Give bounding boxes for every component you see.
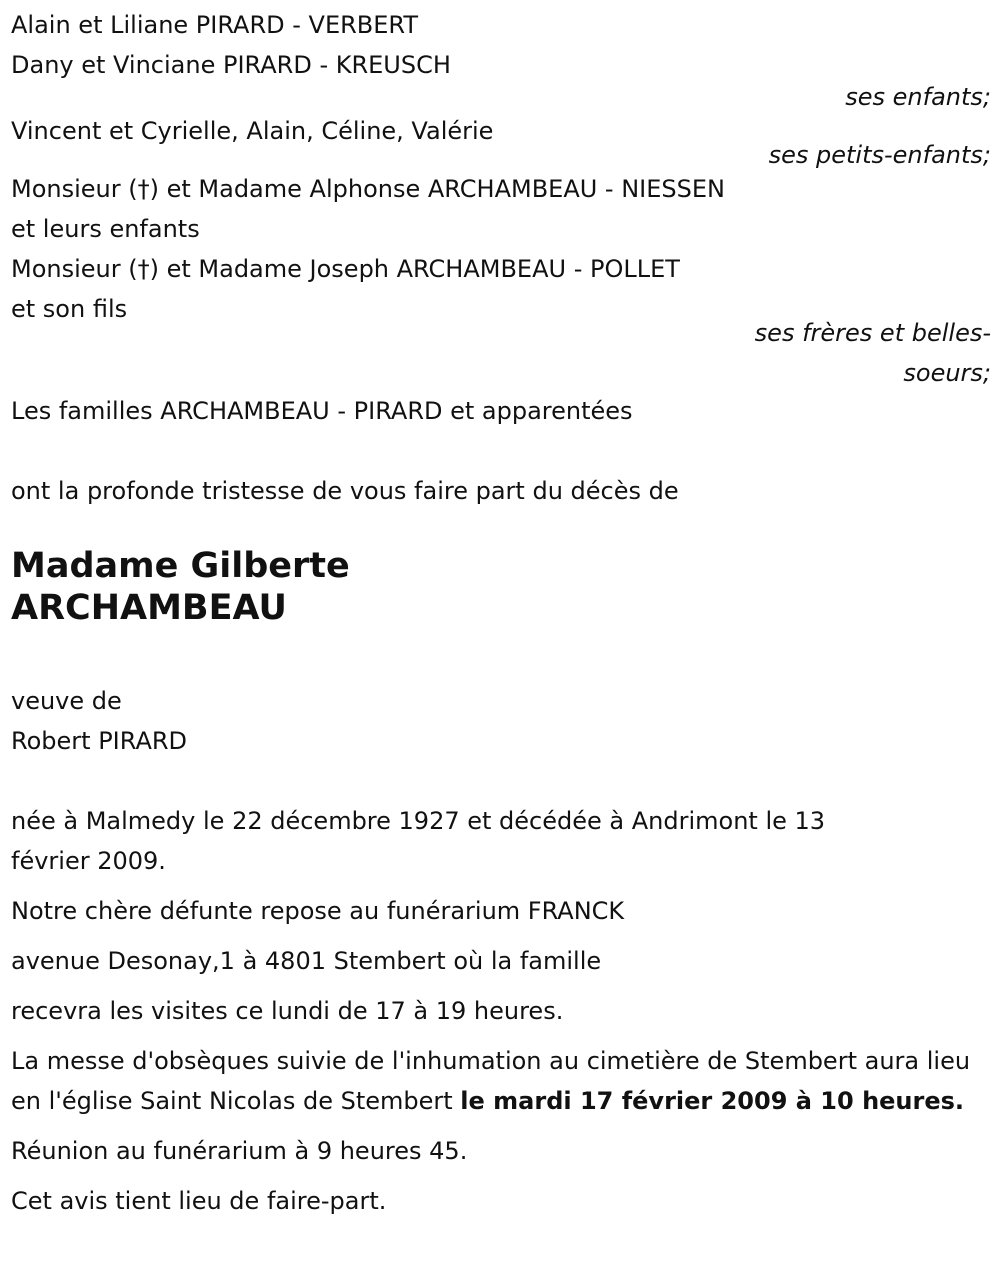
widow-label: veuve de [11,687,122,715]
obituary-notice [11,5,991,1231]
sibling-line-2: et leurs enfants [11,215,200,243]
meeting-time: Réunion au funérarium à 9 heures 45. [11,1137,468,1165]
siblings-label-line-2: soeurs; [903,359,991,387]
sibling-line-1: Monsieur (†) et Madame Alphonse ARCHAMBEAU - NIESSEN [11,175,725,203]
address: avenue Desonay,1 à 4801 Stembert où la famille [11,947,602,975]
announcement: ont la profonde tristesse de vous faire part du décès de [11,477,679,505]
siblings-label-line-1: ses frères et belles- [754,319,991,347]
child-family-1: Alain et Liliane PIRARD - VERBERT [11,11,419,39]
deceased-name [11,545,991,629]
child-family-2: Dany et Vinciane PIRARD - KREUSCH [11,51,451,79]
notice-text: Cet avis tient lieu de faire-part. [11,1187,387,1215]
children-label: ses enfants; [845,83,991,111]
grandchildren: Vincent et Cyrielle, Alain, Céline, Valérie [11,117,494,145]
deceased-name-line-2: ARCHAMBEAU [11,588,287,628]
grandchildren-label: ses petits-enfants; [768,141,991,169]
spouse-name: Robert PIRARD [11,727,188,755]
deceased-name-line-1: Madame Gilberte [11,546,350,586]
sibling-line-4: et son fils [11,295,128,323]
visiting-hours: recevra les visites ce lundi de 17 à 19 heures. [11,997,564,1025]
sibling-line-3: Monsieur (†) et Madame Joseph ARCHAMBEAU - POLLET [11,255,680,283]
resting-place: Notre chère défunte repose au funérarium FRANCK [11,897,625,925]
birth-death-details: née à Malmedy le 22 décembre 1927 et décédée à Andrimont le 13 février 2009. [11,807,826,875]
funeral-mass-text: La messe d'obsèques suivie de l'inhumation au cimetière de Stembert aura lieu en l'église Saint Nicolas de Stembert [11,1047,971,1115]
funeral-mass-details [11,1041,991,1121]
extended-families: Les familles ARCHAMBEAU - PIRARD et apparentées [11,397,633,425]
funeral-mass-date: le mardi 17 février 2009 à 10 heures. [460,1087,965,1115]
